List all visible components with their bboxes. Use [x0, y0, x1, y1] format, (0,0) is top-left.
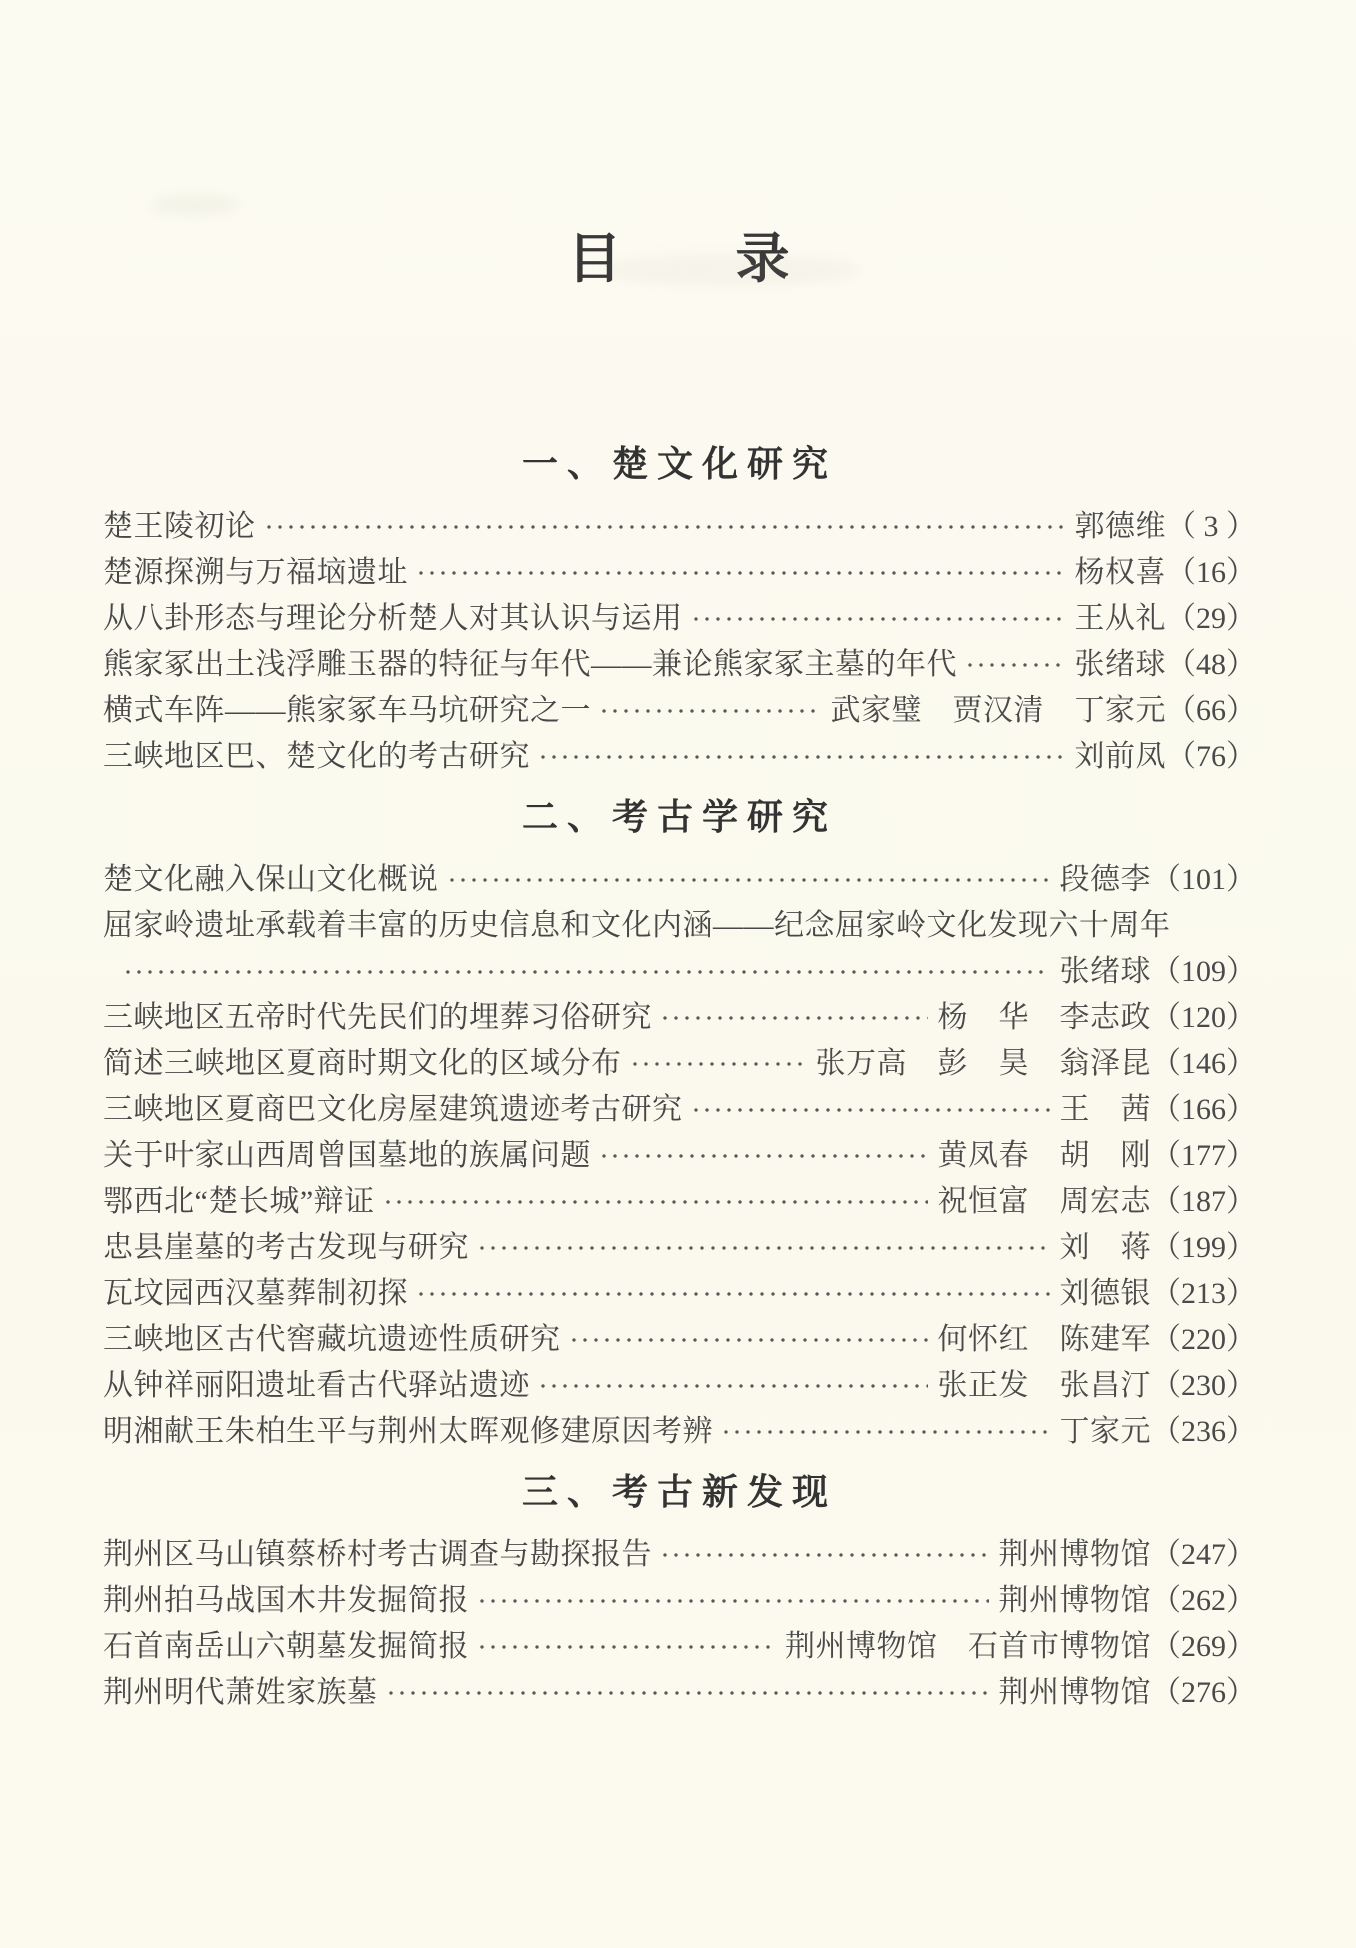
paper-smudge	[150, 196, 240, 214]
entry-title: 三峡地区夏商巴文化房屋建筑遗迹考古研究	[103, 1093, 683, 1126]
entry-title: 简述三峡地区夏商时期文化的区域分布	[103, 1047, 622, 1080]
entry-page-number: （146）	[1151, 1047, 1256, 1080]
entry-authors: 何怀红 陈建军	[937, 1323, 1151, 1356]
toc-entry	[103, 596, 1256, 642]
dot-leader	[630, 1041, 806, 1087]
dot-leader	[538, 1363, 928, 1409]
toc-entry	[103, 1363, 1256, 1409]
entry-title: 荆州区马山镇蔡桥村考古调查与勘探报告	[103, 1538, 652, 1571]
entry-authors: 丁家元	[1059, 1415, 1151, 1448]
entry-authors: 荆州博物馆	[998, 1584, 1151, 1617]
entry-page-number: （213）	[1151, 1277, 1256, 1310]
dot-leader	[447, 857, 1050, 903]
entry-title: 横式车阵——熊家冢车马坑研究之一	[103, 694, 591, 727]
entry-authors: 段德李	[1059, 863, 1151, 896]
entry-page-number: （230）	[1151, 1369, 1256, 1402]
toc-entry	[103, 995, 1256, 1041]
toc-entry	[103, 1133, 1256, 1179]
dot-leader	[660, 995, 928, 1041]
entry-page-number: （236）	[1151, 1415, 1256, 1448]
entry-title: 熊家冢出土浅浮雕玉器的特征与年代——兼论熊家冢主墓的年代	[103, 648, 957, 681]
toc-entry-title-row	[103, 903, 1256, 949]
dot-leader	[721, 1409, 1050, 1455]
entry-page-number: （16）	[1166, 556, 1256, 589]
entry-authors: 杨 华 李志政	[937, 1001, 1151, 1034]
entry-authors: 祝恒富 周宏志	[937, 1185, 1151, 1218]
entry-authors: 王从礼	[1074, 602, 1166, 635]
dot-leader	[416, 550, 1065, 596]
toc-entry-continuation-row	[103, 949, 1256, 995]
dot-leader	[691, 1087, 1050, 1133]
toc-entry	[103, 642, 1256, 688]
entry-page-number: （76）	[1166, 740, 1256, 773]
toc-entry	[103, 1225, 1256, 1271]
entry-authors: 张正发 张昌汀	[937, 1369, 1151, 1402]
toc-section	[103, 444, 1256, 780]
toc-entry	[103, 1532, 1256, 1578]
dot-leader	[660, 1532, 989, 1578]
entry-page-number: （ 3 ）	[1166, 510, 1256, 543]
toc-list	[103, 444, 1256, 1716]
entry-title: 楚文化融入保山文化概说	[103, 863, 439, 896]
entry-page-number: （166）	[1151, 1093, 1256, 1126]
entry-title: 三峡地区巴、楚文化的考古研究	[103, 740, 530, 773]
entry-page-number: （48）	[1166, 648, 1256, 681]
entry-page-number: （120）	[1151, 1001, 1256, 1034]
entry-title: 瓦坟园西汉墓葬制初探	[103, 1277, 408, 1310]
entry-page-number: （187）	[1151, 1185, 1256, 1218]
dot-leader	[416, 1271, 1050, 1317]
toc-section	[103, 797, 1256, 1455]
entry-page-number: （247）	[1151, 1538, 1256, 1571]
dot-leader	[538, 734, 1065, 780]
toc-entry	[103, 550, 1256, 596]
dot-leader	[477, 1225, 1050, 1271]
toc-entry	[103, 1317, 1256, 1363]
section-heading: 一、楚文化研究	[521, 443, 837, 484]
entry-title: 从八卦形态与理论分析楚人对其认识与运用	[103, 602, 683, 635]
dot-leader	[383, 1179, 928, 1225]
entry-title: 鄂西北“楚长城”辩证	[103, 1185, 375, 1218]
entry-authors: 张绪球	[1074, 648, 1166, 681]
entry-authors: 武家璧 贾汉清 丁家元	[830, 694, 1166, 727]
entry-authors: 刘 蒋	[1059, 1231, 1151, 1264]
entry-title: 从钟祥丽阳遗址看古代驿站遗迹	[103, 1369, 530, 1402]
entry-title: 荆州拍马战国木井发掘简报	[103, 1584, 469, 1617]
entry-page-number: （269）	[1151, 1630, 1256, 1663]
dot-leader	[386, 1670, 989, 1716]
section-heading: 三、考古新发现	[521, 1471, 837, 1512]
dot-leader	[264, 504, 1065, 550]
toc-entry	[103, 857, 1256, 903]
entry-title: 三峡地区古代窖藏坑遗迹性质研究	[103, 1323, 561, 1356]
dot-leader	[965, 642, 1065, 688]
entry-authors: 荆州博物馆	[998, 1538, 1151, 1571]
toc-entry	[103, 504, 1256, 550]
entry-authors: 荆州博物馆 石首市博物馆	[785, 1630, 1151, 1663]
entry-page-number: （199）	[1151, 1231, 1256, 1264]
entry-authors: 刘德银	[1059, 1277, 1151, 1310]
toc-entry	[103, 1670, 1256, 1716]
entry-authors: 张万高 彭 昊 翁泽昆	[815, 1047, 1151, 1080]
dot-leader	[691, 596, 1065, 642]
toc-entry	[103, 1179, 1256, 1225]
dot-leader	[599, 688, 821, 734]
toc-section	[103, 1472, 1256, 1716]
entry-title: 忠县崖墓的考古发现与研究	[103, 1231, 469, 1264]
entry-page-number: （262）	[1151, 1584, 1256, 1617]
dot-leader	[477, 1624, 775, 1670]
entry-authors: 张绪球	[1059, 955, 1151, 988]
entry-page-number: （177）	[1151, 1139, 1256, 1172]
entry-authors: 郭德维	[1074, 510, 1166, 543]
toc-entry	[103, 1409, 1256, 1455]
toc-entry	[103, 1624, 1256, 1670]
entry-authors: 黄凤春 胡 刚	[937, 1139, 1151, 1172]
entry-page-number: （29）	[1166, 602, 1256, 635]
dot-leader	[569, 1317, 928, 1363]
entry-title: 屈家岭遗址承载着丰富的历史信息和文化内涵——纪念屈家岭文化发现六十周年	[103, 909, 1171, 942]
dot-leader	[477, 1578, 989, 1624]
dot-leader	[599, 1133, 928, 1179]
toc-entry	[103, 734, 1256, 780]
entry-authors: 王 茜	[1059, 1093, 1151, 1126]
dot-leader	[123, 949, 1050, 995]
entry-page-number: （66）	[1166, 694, 1256, 727]
toc-entry	[103, 688, 1256, 734]
entry-page-number: （220）	[1151, 1323, 1256, 1356]
page-title: 目 录	[567, 229, 792, 289]
entry-title: 三峡地区五帝时代先民们的埋葬习俗研究	[103, 1001, 652, 1034]
entry-title: 石首南岳山六朝墓发掘简报	[103, 1630, 469, 1663]
section-heading: 二、考古学研究	[521, 796, 837, 837]
toc-entry	[103, 1578, 1256, 1624]
entry-page-number: （101）	[1151, 863, 1256, 896]
entry-page-number: （109）	[1151, 955, 1256, 988]
toc-entry	[103, 1041, 1256, 1087]
entry-title: 荆州明代萧姓家族墓	[103, 1676, 378, 1709]
entry-title: 明湘献王朱柏生平与荆州太晖观修建原因考辨	[103, 1415, 713, 1448]
entry-authors: 杨权喜	[1074, 556, 1166, 589]
toc-entry	[103, 1087, 1256, 1133]
entry-title: 楚王陵初论	[103, 510, 256, 543]
entry-authors: 刘前凤	[1074, 740, 1166, 773]
entry-authors: 荆州博物馆	[998, 1676, 1151, 1709]
entry-title: 关于叶家山西周曾国墓地的族属问题	[103, 1139, 591, 1172]
toc-entry	[103, 1271, 1256, 1317]
entry-page-number: （276）	[1151, 1676, 1256, 1709]
entry-title: 楚源探溯与万福垴遗址	[103, 556, 408, 589]
